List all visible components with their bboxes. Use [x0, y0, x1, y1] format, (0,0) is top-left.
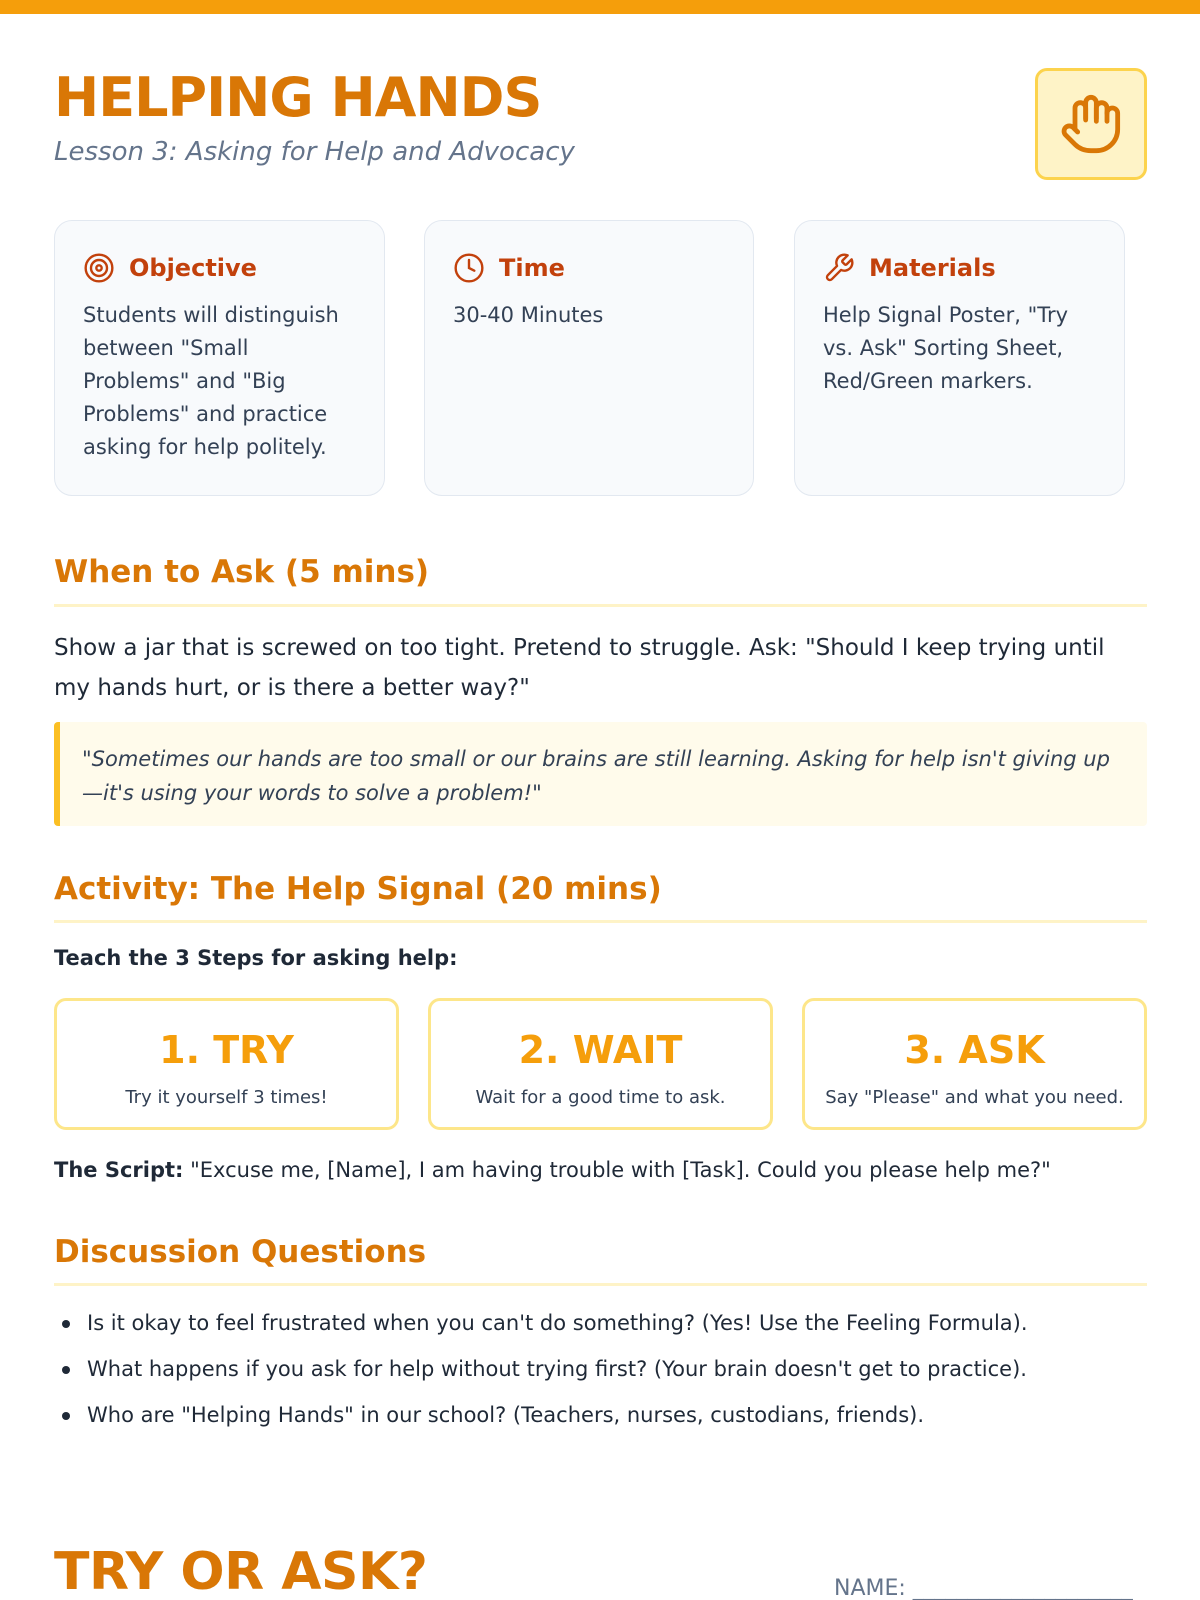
help-script — [54, 1158, 1051, 1182]
discussion-heading: Discussion Questions — [54, 1234, 427, 1270]
teacher-quote: "Sometimes our hands are too small or our brains are still learning. Asking for help isn't giving up—it's using your words to solve a problem!" — [54, 722, 1147, 826]
card-text: 30-40 Minutes — [453, 303, 604, 327]
card-text: Help Signal Poster, "Try vs. Ask" Sorting Sheet, Red/Green markers. — [823, 303, 1069, 393]
time-card — [424, 220, 754, 496]
section-divider — [54, 1283, 1147, 1286]
card-label: Time — [499, 254, 565, 282]
objective-card — [54, 220, 385, 496]
script-label: The Script: — [54, 1158, 184, 1182]
top-accent-bar — [0, 0, 1200, 14]
page-title: HELPING HANDS — [54, 66, 542, 129]
step-number: 2. WAIT — [518, 1028, 683, 1072]
step-description: Try it yourself 3 times! — [125, 1087, 328, 1108]
script-text: "Excuse me, [Name], I am having trouble with [Task]. Could you please help me?" — [183, 1158, 1051, 1182]
step-description: Wait for a good time to ask. — [475, 1087, 726, 1108]
discussion-questions — [54, 1308, 1147, 1446]
raised-hand-icon — [1059, 92, 1123, 156]
step-card-try — [54, 998, 399, 1130]
list-item: What happens if you ask for help without trying first? (Your brain doesn't get to practice). — [54, 1354, 1147, 1384]
step-card-ask — [802, 998, 1147, 1130]
target-icon — [83, 251, 117, 285]
activity-heading: Activity: The Help Signal (20 mins) — [54, 871, 662, 907]
section-divider — [54, 604, 1147, 607]
wrench-icon — [823, 251, 857, 285]
name-field[interactable]: NAME: ____________________ — [834, 1576, 1133, 1600]
step-description: Say "Please" and what you need. — [825, 1087, 1124, 1108]
list-item: Is it okay to feel frustrated when you can't do something? (Yes! Use the Feeling Formula). — [54, 1308, 1147, 1338]
card-label: Objective — [129, 254, 257, 282]
worksheet-title: TRY OR ASK? — [54, 1542, 428, 1600]
card-text: Students will distinguish between "Small Problems" and "Big Problems" and practice asking for help politely. — [83, 303, 339, 459]
lesson-info-cards — [54, 220, 1147, 496]
step-number: 1. TRY — [159, 1028, 294, 1072]
clock-icon — [453, 251, 487, 285]
header — [54, 66, 1147, 186]
step-number: 3. ASK — [904, 1028, 1045, 1072]
steps-intro: Teach the 3 Steps for asking help: — [54, 946, 458, 970]
list-item: Who are "Helping Hands" in our school? (Teachers, nurses, custodians, friends). — [54, 1400, 1147, 1430]
hand-badge — [1035, 68, 1147, 180]
materials-card — [794, 220, 1125, 496]
when-to-ask-heading: When to Ask (5 mins) — [54, 554, 430, 590]
page-subtitle: Lesson 3: Asking for Help and Advocacy — [54, 137, 575, 167]
when-to-ask-text: Show a jar that is screwed on too tight. Pretend to struggle. Ask: "Should I keep trying until my hands hurt, or is there a better way?" — [54, 635, 1105, 701]
card-label: Materials — [869, 254, 996, 282]
section-divider — [54, 920, 1147, 923]
step-card-wait — [428, 998, 773, 1130]
